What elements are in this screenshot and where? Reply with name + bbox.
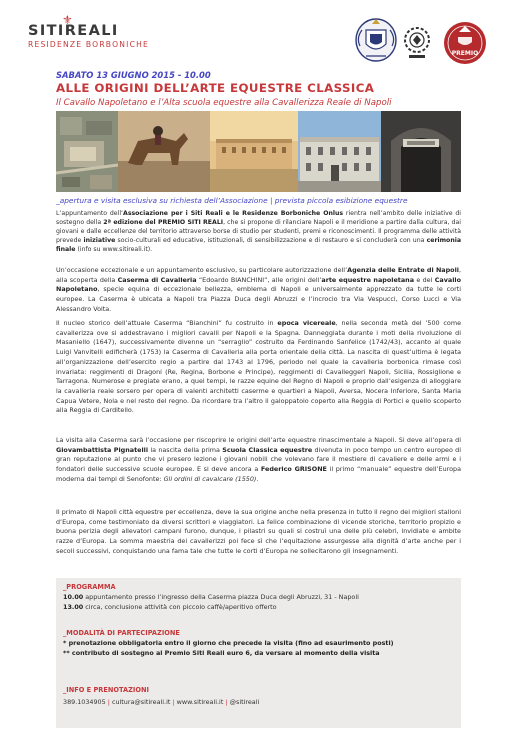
social-handle[interactable]: @sitireali bbox=[229, 698, 260, 706]
sitireali-logo bbox=[28, 13, 149, 49]
barracks-facade-photo bbox=[298, 111, 381, 192]
gate-arch-photo bbox=[381, 111, 461, 192]
gear-emblem-icon bbox=[402, 22, 432, 62]
email-link[interactable]: cultura@sitireali.it bbox=[111, 698, 171, 706]
info-box bbox=[56, 578, 461, 728]
separator: | bbox=[107, 698, 110, 706]
programma-line-1: 10.00 appuntamento presso l’ingresso della Caserma piazza Duca degli Abruzzi, 31 - Napoli bbox=[63, 593, 359, 601]
separator: | bbox=[225, 698, 228, 706]
info-title: _INFO E PRENOTAZIONI bbox=[63, 686, 149, 694]
event-subtitle: Il Cavallo Napoletano e l’Alta scuola equestre alla Cavallerizza Reale di Napoli bbox=[56, 98, 392, 108]
building-painting-photo bbox=[210, 111, 298, 192]
paragraph-agency: Un’occasione eccezionale e un appuntamento esclusivo, su particolare autorizzazione dell’Agenzia delle Entrate di Napoli, alla scoperta della Caserma di Cavalleria “Edoardo BIANCHINI”, alle origini dell’arte equestre napoletana e del Cavallo Napoletano, specie equina di eccezionale bellezza, emblema di Napoli e universalmente apprezzato da tutte le corti europee. La Caserma è ubicata a Napoli tra Piazza Duca degli Abruzzi e l’incrocio tra Via Vespucci, Corso Lucci e Via Alessandro Volta. bbox=[56, 266, 461, 313]
programma-line-2: 13.00 circa, conclusione attività con piccolo caffè/aperitivo offerto bbox=[63, 603, 277, 611]
fleur-de-lis-icon: ⚜ bbox=[62, 13, 73, 27]
sponsor-emblems bbox=[352, 14, 492, 72]
aerial-map-photo bbox=[56, 111, 118, 192]
horse-painting-photo bbox=[118, 111, 210, 192]
intro-paragraph: L’appuntamento dell’Associazione per i Siti Reali e le Residenze Borboniche Onlus rientra nell’ambito delle iniziative di sostegno della 2ª edizione del PREMIO SITI REALI, che si propone di rilanciare Napoli e il meridione a partire dalla cultura, dai giovani e dalle eccellenze del territorio attraverso borse di studio per studenti, premi e riconoscimenti. Il programma delle attività prevede iniziative socio-culturali ed educative, istituzionali, di sensibilizzazione e di restauro e si concluderà con una cerimonia finale (info su www.sitireali.it). bbox=[56, 210, 462, 254]
contact-line bbox=[63, 698, 259, 706]
modalita-line-1: * prenotazione obbligatoria entro il giorno che precede la visita (fino ad esaurimento posti) bbox=[63, 639, 394, 647]
coat-of-arms-icon bbox=[352, 14, 400, 64]
paragraph-history: Il nucleo storico dell’attuale Caserma “Bianchini” fu costruito in epoca vicereale, nella seconda metà del ’500 come cavallerizza ove si addestravano i migliori cavalli per Napoli e la Spagna. Danneggiata durante i moti della rivoluzione di Masaniello (1647), successivamente divenne un “serraglio” costruito da Ferdinando Sanfelice (1742/43), accanto al quale Luigi Vanvitelli edificherà (1753) la Caserma di Cavalleria alla porta orientale della città. La nascita di quest’ultima è legata all’organizzazione dell’esercito regio a partire dal 1743 al 1796, periodo nel quale la cavalleria borbonica rimase così invariata: reggimenti di Dragoni (Re, Regina, Borbone e Principe), reggimenti di Cavalleggeri Napoli, Sicilia, Rossiglione e Tarragona. Numerose e pregiate erano, a quei tempi, le razze equine del Regno di Napoli e proprio dall’esigenza di alloggiare la cavalleria reale sorsero per opera di valenti architetti caserme e quartieri a Napoli, Aversa, Nocera Inferiore, Santa Maria Capua Vetere, Nola e nel resto del regno. Da ricordare tra l’altro il galoppatoio coperto alla Reggia di Portici e quello scoperto alla Reggia di Carditello. bbox=[56, 319, 462, 415]
programma-title: _PROGRAMMA bbox=[63, 583, 116, 591]
event-date: SABATO 13 GIUGNO 2015 - 10.00 bbox=[56, 70, 211, 80]
photo-caption: _apertura e visita esclusiva su richiesta dell’Associazione | prevista piccola esibizione equestre bbox=[56, 196, 408, 205]
modalita-line-2: ** contributo di sostegno al Premio Siti Reali euro 6, da versare al momento della visita bbox=[63, 649, 380, 657]
logo-name: SITIREALI bbox=[28, 23, 119, 39]
premio-seal-icon bbox=[442, 18, 488, 68]
photo-strip bbox=[56, 111, 461, 192]
event-title: ALLE ORIGINI DELL’ARTE EQUESTRE CLASSICA bbox=[56, 81, 375, 95]
paragraph-primacy: Il primato di Napoli città equestre per eccellenza, deve la sua origine anche nella presenza in tutto il regno dei migliori stalloni d’Europa, come testimoniato da diversi scrittori e viaggiatori. La felice combinazione di vicende storiche, territorio propizio e buona perizia degli allevatori campani furono, dunque, i pilastri su quali si costruì una delle più celebri, invidiate e ambite razze d’Europa. La somma maestria dei cavallerizzi poi fece sì che l’equitazione assurgesse alla dignità d’arte anche per i secoli successivi, conquistando una fama tale che tutte le corti d’Europa ne sollecitarono gli insegnamenti. bbox=[56, 508, 461, 555]
phone-number[interactable]: 389.1034905 bbox=[63, 698, 106, 706]
separator: | bbox=[172, 698, 175, 706]
logo-tagline: RESIDENZE BORBONICHE bbox=[28, 39, 149, 49]
paragraph-school: La visita alla Caserma sarà l’occasione per riscoprire le origini dell’arte equestre rinascimentale a Napoli. Si deve all’opera di Giovambattista Pignatelli la nascita della prima Scuola Classica equestre divenuta in poco tempo un centro europeo di gran reputazione al punto che vi presero lezione i giovani nobili che volevano fare il mestiere di cavaliere e delle armi e i fondatori delle successive scuole europee. E si deve ancora a Federico GRISONE il primo “manuale” equestre dell’Europa moderna dai tempi di Senofonte: Gli ordini di cavalcare (1550). bbox=[56, 436, 461, 483]
website-link[interactable]: www.sitireali.it bbox=[176, 698, 224, 706]
modalita-title: _MODALITÀ DI PARTECIPAZIONE bbox=[63, 629, 180, 637]
premio-label: PREMIO bbox=[451, 50, 479, 57]
